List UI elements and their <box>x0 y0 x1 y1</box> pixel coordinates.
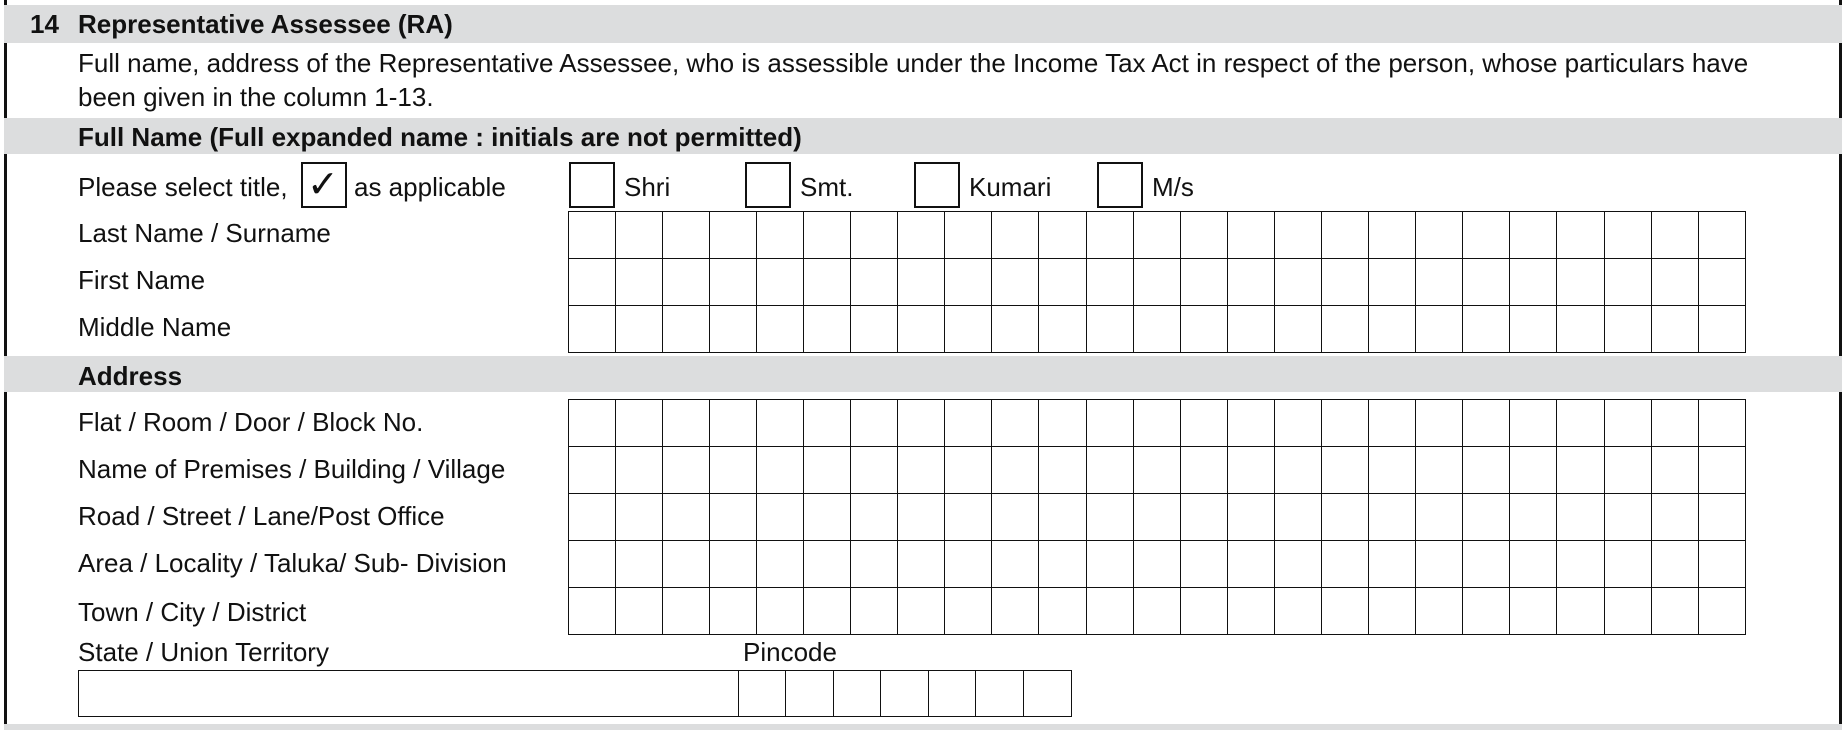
char-box[interactable] <box>1415 493 1464 541</box>
char-box[interactable] <box>1556 540 1605 588</box>
char-box[interactable] <box>662 493 711 541</box>
char-box[interactable] <box>1086 305 1135 353</box>
title-checkbox-kumari[interactable] <box>914 162 960 208</box>
char-box[interactable] <box>1133 446 1182 494</box>
pincode-digit-box[interactable] <box>880 670 929 717</box>
char-box[interactable] <box>1038 399 1087 447</box>
char-box[interactable] <box>615 587 664 635</box>
title-label-kumari: Kumari <box>969 172 1052 202</box>
char-box[interactable] <box>1180 493 1229 541</box>
char-box[interactable] <box>1651 399 1700 447</box>
char-box[interactable] <box>756 493 805 541</box>
char-box[interactable] <box>803 305 852 353</box>
char-box[interactable] <box>568 540 617 588</box>
char-box[interactable] <box>662 540 711 588</box>
char-box[interactable] <box>1462 493 1511 541</box>
char-box[interactable] <box>850 399 899 447</box>
char-box[interactable] <box>991 540 1040 588</box>
char-box[interactable] <box>1038 305 1087 353</box>
char-box[interactable] <box>1086 587 1135 635</box>
char-box[interactable] <box>1180 258 1229 306</box>
char-box[interactable] <box>897 446 946 494</box>
section-description-line1: Full name, address of the Representative Assessee, who is assessible under the Income Tax Act in respect of the person, whose particulars have <box>78 48 1749 78</box>
char-box[interactable] <box>1509 493 1558 541</box>
pincode-digit-box[interactable] <box>1023 670 1072 717</box>
char-box[interactable] <box>709 399 758 447</box>
char-box[interactable] <box>1509 258 1558 306</box>
char-box[interactable] <box>1133 493 1182 541</box>
char-box[interactable] <box>662 587 711 635</box>
char-box[interactable] <box>1368 399 1417 447</box>
char-box[interactable] <box>1227 399 1276 447</box>
char-box[interactable] <box>1604 540 1653 588</box>
char-box[interactable] <box>756 305 805 353</box>
char-box[interactable] <box>1086 446 1135 494</box>
address-header-band <box>4 356 1842 392</box>
pincode-digit-box[interactable] <box>738 670 787 717</box>
char-box[interactable] <box>568 211 617 259</box>
char-box[interactable] <box>803 399 852 447</box>
title-prompt-after: as applicable <box>354 172 506 202</box>
char-box[interactable] <box>709 587 758 635</box>
char-box[interactable] <box>1274 305 1323 353</box>
char-box[interactable] <box>1698 305 1747 353</box>
char-box[interactable] <box>1368 211 1417 259</box>
char-box[interactable] <box>944 446 993 494</box>
char-box[interactable] <box>1133 399 1182 447</box>
char-box[interactable] <box>1415 540 1464 588</box>
char-box[interactable] <box>1651 587 1700 635</box>
pincode-digit-box[interactable] <box>833 670 882 717</box>
premises-boxes[interactable] <box>569 446 1746 494</box>
pincode-digit-box[interactable] <box>785 670 834 717</box>
char-box[interactable] <box>1180 305 1229 353</box>
char-box[interactable] <box>1368 540 1417 588</box>
char-box[interactable] <box>615 258 664 306</box>
char-box[interactable] <box>615 493 664 541</box>
char-box[interactable] <box>1321 399 1370 447</box>
char-box[interactable] <box>1227 211 1276 259</box>
premises-label: Name of Premises / Building / Village <box>78 454 506 484</box>
char-box[interactable] <box>897 540 946 588</box>
char-box[interactable] <box>1651 540 1700 588</box>
char-box[interactable] <box>568 305 617 353</box>
char-box[interactable] <box>1651 258 1700 306</box>
title-label-ms: M/s <box>1152 172 1194 202</box>
char-box[interactable] <box>709 493 758 541</box>
char-box[interactable] <box>1509 399 1558 447</box>
char-box[interactable] <box>1604 493 1653 541</box>
char-box[interactable] <box>1462 305 1511 353</box>
char-box[interactable] <box>897 305 946 353</box>
char-box[interactable] <box>568 446 617 494</box>
char-box[interactable] <box>1038 587 1087 635</box>
char-box[interactable] <box>1227 540 1276 588</box>
pincode-boxes[interactable] <box>739 670 1072 717</box>
char-box[interactable] <box>1604 258 1653 306</box>
section-title: Representative Assessee (RA) <box>78 9 453 39</box>
char-box[interactable] <box>709 258 758 306</box>
char-box[interactable] <box>1368 305 1417 353</box>
char-box[interactable] <box>615 305 664 353</box>
char-box[interactable] <box>568 493 617 541</box>
char-box[interactable] <box>1698 258 1747 306</box>
char-box[interactable] <box>944 258 993 306</box>
char-box[interactable] <box>1462 587 1511 635</box>
char-box[interactable] <box>1321 587 1370 635</box>
char-box[interactable] <box>1274 399 1323 447</box>
char-box[interactable] <box>803 493 852 541</box>
char-box[interactable] <box>991 399 1040 447</box>
char-box[interactable] <box>1227 587 1276 635</box>
char-box[interactable] <box>1556 493 1605 541</box>
char-box[interactable] <box>1556 258 1605 306</box>
char-box[interactable] <box>662 211 711 259</box>
char-box[interactable] <box>1462 540 1511 588</box>
char-box[interactable] <box>897 258 946 306</box>
char-box[interactable] <box>897 587 946 635</box>
char-box[interactable] <box>756 446 805 494</box>
char-box[interactable] <box>991 446 1040 494</box>
char-box[interactable] <box>756 540 805 588</box>
char-box[interactable] <box>1227 258 1276 306</box>
road-boxes[interactable] <box>569 493 1746 541</box>
char-box[interactable] <box>1415 258 1464 306</box>
char-box[interactable] <box>1415 399 1464 447</box>
char-box[interactable] <box>1604 305 1653 353</box>
char-box[interactable] <box>991 211 1040 259</box>
pincode-digit-box[interactable] <box>975 670 1024 717</box>
char-box[interactable] <box>1321 540 1370 588</box>
char-box[interactable] <box>1509 540 1558 588</box>
char-box[interactable] <box>1651 493 1700 541</box>
char-box[interactable] <box>803 446 852 494</box>
title-label-smt: Smt. <box>800 172 854 202</box>
char-box[interactable] <box>944 399 993 447</box>
title-checkbox-ms[interactable] <box>1097 162 1143 208</box>
char-box[interactable] <box>1509 305 1558 353</box>
pincode-digit-box[interactable] <box>928 670 977 717</box>
middle-name-boxes[interactable] <box>569 305 1746 353</box>
char-box[interactable] <box>756 399 805 447</box>
pincode-label: Pincode <box>743 637 837 667</box>
char-box[interactable] <box>1604 587 1653 635</box>
char-box[interactable] <box>850 446 899 494</box>
char-box[interactable] <box>1180 211 1229 259</box>
char-box[interactable] <box>944 211 993 259</box>
char-box[interactable] <box>1086 540 1135 588</box>
middle-name-label: Middle Name <box>78 312 232 342</box>
char-box[interactable] <box>944 493 993 541</box>
char-box[interactable] <box>709 305 758 353</box>
char-box[interactable] <box>756 258 805 306</box>
char-box[interactable] <box>991 305 1040 353</box>
char-box[interactable] <box>1038 540 1087 588</box>
char-box[interactable] <box>850 258 899 306</box>
char-box[interactable] <box>1180 446 1229 494</box>
char-box[interactable] <box>897 399 946 447</box>
char-box[interactable] <box>1415 211 1464 259</box>
char-box[interactable] <box>1086 493 1135 541</box>
flat-boxes[interactable] <box>569 399 1746 447</box>
char-box[interactable] <box>662 305 711 353</box>
flat-label: Flat / Room / Door / Block No. <box>78 407 424 437</box>
address-heading: Address <box>78 361 183 391</box>
char-box[interactable] <box>1274 258 1323 306</box>
char-box[interactable] <box>1274 211 1323 259</box>
char-box[interactable] <box>1321 211 1370 259</box>
char-box[interactable] <box>615 540 664 588</box>
char-box[interactable] <box>803 211 852 259</box>
area-label: Area / Locality / Taluka/ Sub- Division <box>78 548 507 578</box>
char-box[interactable] <box>1698 211 1747 259</box>
char-box[interactable] <box>1698 399 1747 447</box>
char-box[interactable] <box>1556 446 1605 494</box>
char-box[interactable] <box>1651 211 1700 259</box>
char-box[interactable] <box>662 446 711 494</box>
char-box[interactable] <box>615 446 664 494</box>
char-box[interactable] <box>709 540 758 588</box>
char-box[interactable] <box>1038 258 1087 306</box>
char-box[interactable] <box>1556 587 1605 635</box>
char-box[interactable] <box>662 258 711 306</box>
area-boxes[interactable] <box>569 540 1746 588</box>
section-description-line2: been given in the column 1-13. <box>78 82 434 112</box>
char-box[interactable] <box>1227 493 1276 541</box>
char-box[interactable] <box>1556 399 1605 447</box>
char-box[interactable] <box>1038 211 1087 259</box>
char-box[interactable] <box>1698 446 1747 494</box>
char-box[interactable] <box>1227 305 1276 353</box>
char-box[interactable] <box>1180 399 1229 447</box>
state-input[interactable] <box>78 670 739 717</box>
title-checkbox-shri[interactable] <box>569 162 615 208</box>
char-box[interactable] <box>1180 587 1229 635</box>
char-box[interactable] <box>1274 587 1323 635</box>
char-box[interactable] <box>850 587 899 635</box>
char-box[interactable] <box>1274 446 1323 494</box>
char-box[interactable] <box>1133 305 1182 353</box>
char-box[interactable] <box>1509 446 1558 494</box>
char-box[interactable] <box>1415 587 1464 635</box>
char-box[interactable] <box>944 587 993 635</box>
char-box[interactable] <box>1368 258 1417 306</box>
char-box[interactable] <box>991 493 1040 541</box>
char-box[interactable] <box>709 211 758 259</box>
char-box[interactable] <box>1038 493 1087 541</box>
char-box[interactable] <box>944 540 993 588</box>
char-box[interactable] <box>1509 211 1558 259</box>
char-box[interactable] <box>756 587 805 635</box>
char-box[interactable] <box>803 587 852 635</box>
last-name-label: Last Name / Surname <box>78 218 331 248</box>
char-box[interactable] <box>897 493 946 541</box>
char-box[interactable] <box>1462 446 1511 494</box>
char-box[interactable] <box>1698 493 1747 541</box>
char-box[interactable] <box>615 211 664 259</box>
char-box[interactable] <box>1604 446 1653 494</box>
state-label: State / Union Territory <box>78 637 329 667</box>
char-box[interactable] <box>1321 258 1370 306</box>
char-box[interactable] <box>944 305 993 353</box>
title-prompt-before: Please select title, <box>78 172 288 202</box>
check-icon: ✓ <box>307 164 339 206</box>
char-box[interactable] <box>1556 305 1605 353</box>
char-box[interactable] <box>1462 399 1511 447</box>
char-box[interactable] <box>1133 587 1182 635</box>
char-box[interactable] <box>850 305 899 353</box>
char-box[interactable] <box>850 540 899 588</box>
sample-tick-box <box>301 162 347 208</box>
section-number: 14 <box>30 9 59 39</box>
char-box[interactable] <box>662 399 711 447</box>
char-box[interactable] <box>1038 446 1087 494</box>
char-box[interactable] <box>1415 446 1464 494</box>
char-box[interactable] <box>1698 587 1747 635</box>
next-section-band <box>4 724 1842 730</box>
char-box[interactable] <box>1133 211 1182 259</box>
char-box[interactable] <box>850 211 899 259</box>
char-box[interactable] <box>1274 493 1323 541</box>
first-name-boxes[interactable] <box>569 258 1746 306</box>
char-box[interactable] <box>568 587 617 635</box>
full-name-heading: Full Name (Full expanded name : initials are not permitted) <box>78 122 802 152</box>
first-name-label: First Name <box>78 265 206 295</box>
town-boxes[interactable] <box>569 587 1746 635</box>
char-box[interactable] <box>615 399 664 447</box>
char-box[interactable] <box>1368 446 1417 494</box>
char-box[interactable] <box>1604 399 1653 447</box>
char-box[interactable] <box>568 258 617 306</box>
char-box[interactable] <box>1604 211 1653 259</box>
char-box[interactable] <box>1509 587 1558 635</box>
char-box[interactable] <box>709 446 758 494</box>
char-box[interactable] <box>1180 540 1229 588</box>
char-box[interactable] <box>568 399 617 447</box>
char-box[interactable] <box>1462 211 1511 259</box>
char-box[interactable] <box>1651 446 1700 494</box>
char-box[interactable] <box>1698 540 1747 588</box>
char-box[interactable] <box>1368 493 1417 541</box>
char-box[interactable] <box>756 211 805 259</box>
char-box[interactable] <box>1556 211 1605 259</box>
char-box[interactable] <box>1651 305 1700 353</box>
char-box[interactable] <box>897 211 946 259</box>
char-box[interactable] <box>1368 587 1417 635</box>
char-box[interactable] <box>803 258 852 306</box>
char-box[interactable] <box>803 540 852 588</box>
road-label: Road / Street / Lane/Post Office <box>78 501 445 531</box>
char-box[interactable] <box>1133 540 1182 588</box>
char-box[interactable] <box>1086 258 1135 306</box>
char-box[interactable] <box>1086 211 1135 259</box>
char-box[interactable] <box>1415 305 1464 353</box>
title-checkbox-smt[interactable] <box>745 162 791 208</box>
char-box[interactable] <box>991 258 1040 306</box>
char-box[interactable] <box>1227 446 1276 494</box>
town-label: Town / City / District <box>78 597 307 627</box>
title-label-shri: Shri <box>624 172 671 202</box>
char-box[interactable] <box>1133 258 1182 306</box>
char-box[interactable] <box>1321 305 1370 353</box>
char-box[interactable] <box>1321 493 1370 541</box>
char-box[interactable] <box>1086 399 1135 447</box>
char-box[interactable] <box>1274 540 1323 588</box>
char-box[interactable] <box>850 493 899 541</box>
char-box[interactable] <box>991 587 1040 635</box>
last-name-boxes[interactable] <box>569 211 1746 259</box>
char-box[interactable] <box>1321 446 1370 494</box>
char-box[interactable] <box>1462 258 1511 306</box>
